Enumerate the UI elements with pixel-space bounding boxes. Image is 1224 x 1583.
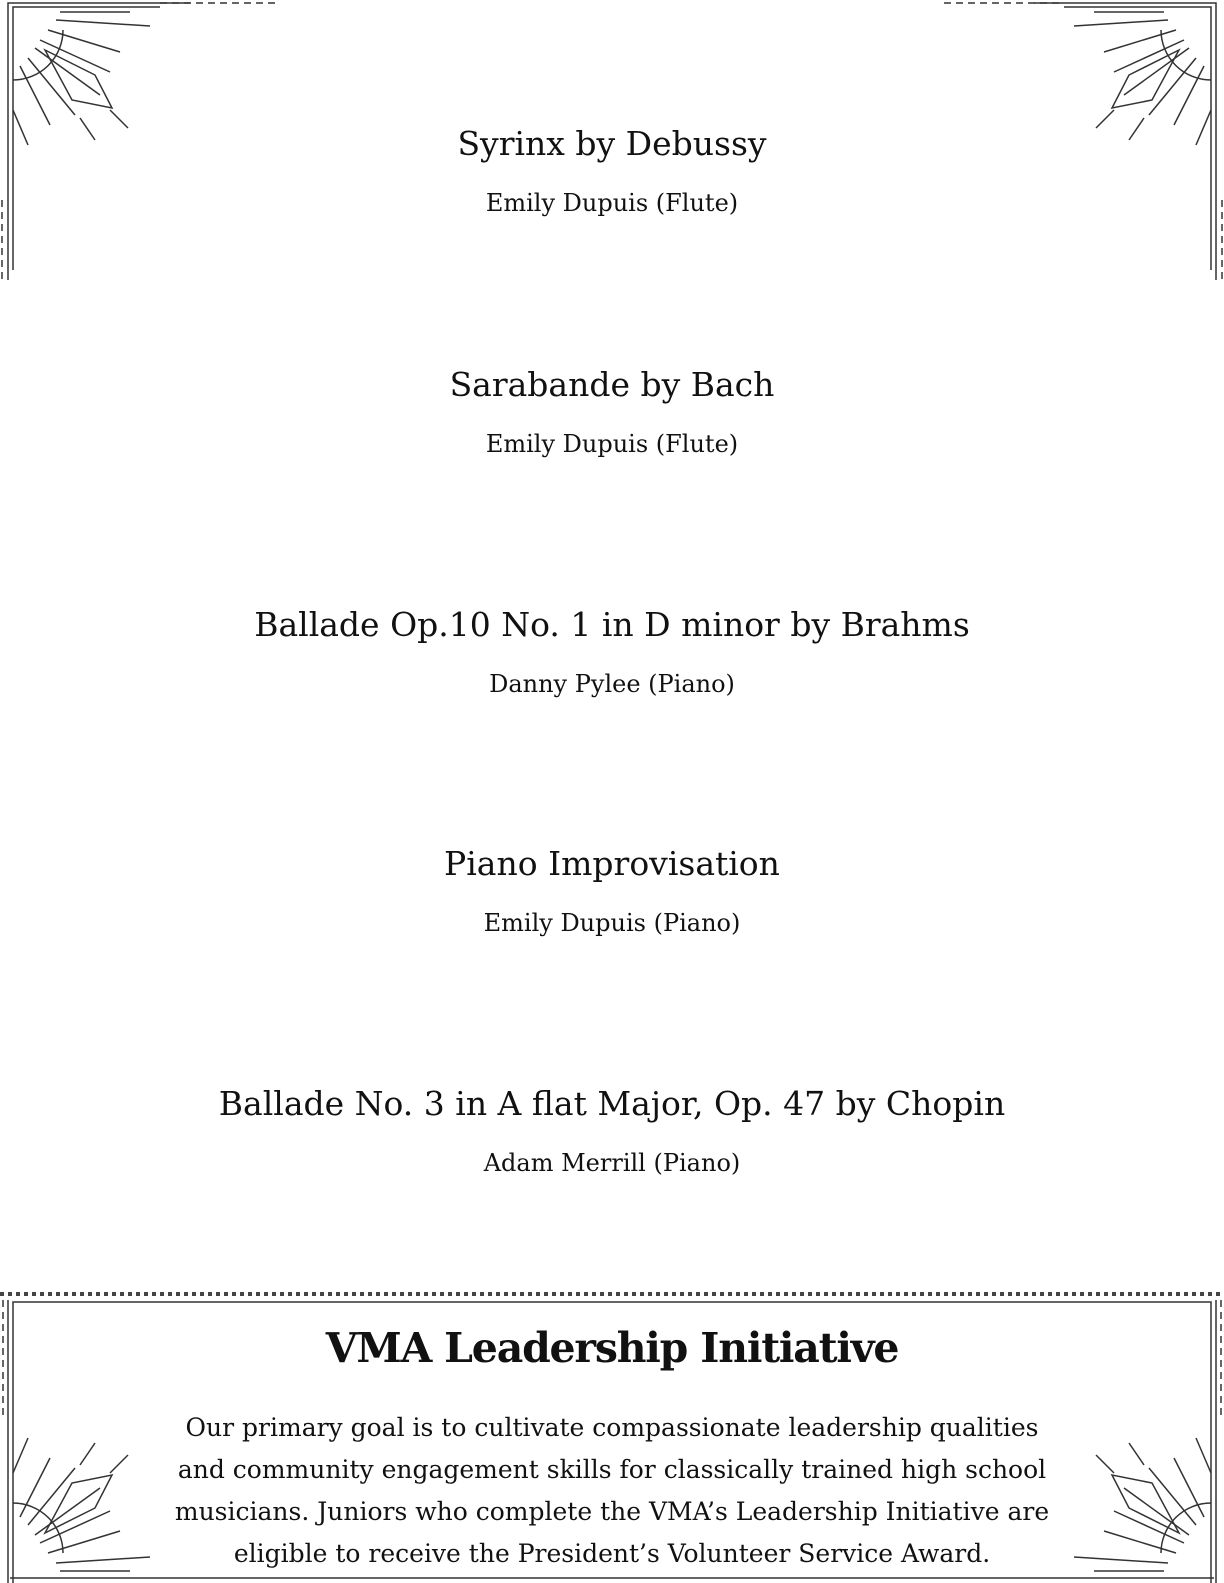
piece-performer: Danny Pylee (Piano) [489, 670, 735, 698]
leadership-description: Our primary goal is to cultivate compassionate leadership qualities and community engagement skills for classically trained high school musicians. Juniors who complete the VMA’s Leadership Initiative are eligible to receive the President’s Volunteer Service Award. [174, 1413, 1050, 1568]
piece-title: Sarabande by Bach [449, 365, 775, 404]
piece-title: Ballade Op.10 No. 1 in D minor by Brahms [254, 605, 970, 644]
piece-title: Piano Improvisation [444, 844, 780, 883]
program-item [0, 124, 1224, 218]
leadership-box [0, 1293, 1224, 1583]
piece-title: Syrinx by Debussy [457, 124, 767, 163]
program-item [0, 605, 1224, 699]
piece-performer: Emily Dupuis (Flute) [485, 430, 739, 458]
piece-performer: Emily Dupuis (Piano) [483, 909, 741, 937]
leadership-title: VMA Leadership Initiative [325, 1324, 899, 1372]
piece-performer: Adam Merrill (Piano) [483, 1149, 741, 1177]
piece-title: Ballade No. 3 in A flat Major, Op. 47 by Chopin [218, 1084, 1006, 1123]
program-item [0, 844, 1224, 938]
program-item [0, 365, 1224, 459]
piece-performer: Emily Dupuis (Flute) [485, 189, 739, 217]
program-item [0, 1084, 1224, 1178]
